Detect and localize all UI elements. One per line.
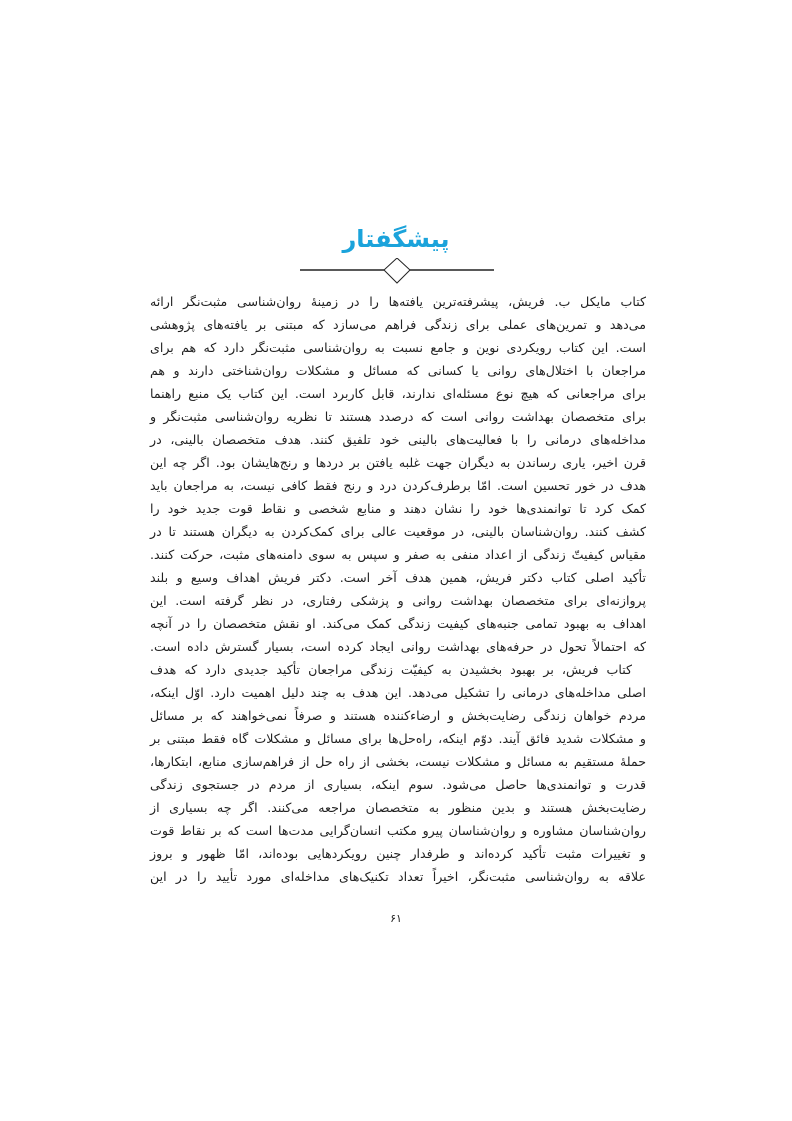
diamond-ornament [384,258,410,283]
text-line: اهداف به بهبود تمامی جنبه‌های کیفیت زندگی کمک می‌کند. او نقش متخصصان را در آنچه [150,616,646,631]
text-line: است. این کتاب رویکردی نوین و جامع نسبت به روان‌شناسی مثبت‌نگر دارد که هم برای [150,340,646,355]
text-line: قرن اخیر، یاری رساندن به دیگران جهت غلبه یافتن بر دردها و رنج‌هایشان بود. اگر چه این [150,455,646,470]
text-line: و تغییرات مثبت تأکید کرده‌اند و طرفدار چنین رویکردهایی بوده‌اند، امّا ظهور و بروز [150,846,646,861]
text-line: مقیاس کیفیتّ زندگی از اعداد منفی به صفر و سپس به سوی دامنه‌های مثبت، حرکت کنند. [150,547,646,562]
text-line: تأکید اصلی کتاب دکتر فریش، همین هدف آخر است. دکتر فریش اهداف وسیع و بلند [150,570,646,585]
text-line: برای مراجعانی که هیچ نوع مسئله‌ای ندارند، قابل کاربرد است. این کتاب یک منبع راهنما [150,386,646,401]
text-line: اصلی مداخله‌های درمانی را تشکیل می‌دهد. این هدف به چند دلیل اهمیت دارد. اوّل اینکه، [150,685,646,700]
text-line: می‌دهد و تمرین‌های عملی برای زندگی فراهم می‌سازد که مبتنی بر یافته‌های پژوهشی [150,317,646,332]
chapter-title: پیشگفتار [342,225,450,253]
text-line: رضایت‌بخش هستند و بدین منظور به متخصصان مراجعه می‌کنند. اگر چه بسیاری از [150,800,646,815]
text-line: کتاب فریش، بر بهبود بخشیدن به کیفیّت زندگی مراجعان تأکید جدیدی دارد که هدف [150,662,632,677]
text-line: علاقه به روان‌شناسی مثبت‌نگر، اخیراً تعداد تکنیک‌های مداخله‌ای مورد تأیید را در این [150,869,646,884]
text-line: حملهٔ مستقیم به مسائل و مشکلات نیست، بخشی از راه حل از فراهم‌سازی منابع، ابتکارها، [150,754,646,769]
page-number: ۶۱ [390,912,402,925]
text-line: روان‌شناسان مشاوره و روان‌شناسان پیرو مکتب انسان‌گرایی مدت‌ها است که بر نقاط قوت [150,823,646,838]
text-line: کتاب مایکل ب. فریش، پیشرفته‌ترین یافته‌ها را در زمینهٔ روان‌شناسی مثبت‌نگر ارائه [150,294,646,309]
text-line: مردم خواهان زندگی رضایت‌بخش و ارضاءکننده هستند و صرفاً نمی‌خواهند که بر مسائل [150,708,646,723]
text-line: هدف در خور تحسین است. امّا برطرف‌کردن درد و رنج فقط کافی نیست، به مراجعان باید [150,478,646,493]
body-text [150,290,646,888]
text-line: کمک کرد تا توانمندی‌ها خود را نشان دهند و منابع شخصی و نقاط قوت جدید خود را [150,501,646,516]
text-line: کشف کنند. روان‌شناسان بالینی، در موقعیت عالی برای کمک‌کردن به دیگران هستند تا در [150,524,646,539]
text-line: پروازنه‌ای برای متخصصان بهداشت روانی و پزشکی رفتاری، در نظر گرفته است. این [150,593,646,608]
text-line: برای متخصصان بهداشت روانی است که درصدد هستند تا نظریه روان‌شناسی مثبت‌نگر و [150,409,646,424]
text-line: مراجعان با اختلال‌های روانی یا کسانی که مسائل و مشکلات روان‌شناختی دارند و هم [150,363,646,378]
text-line: قدرت و توانمندی‌ها حاصل می‌شود. سوم اینکه، بسیاری از مردم در جستجوی زندگی [150,777,646,792]
ornamental-divider [300,258,494,284]
text-line: و مشکلات شدید فائق آیند. دوّم اینکه، راه‌حل‌ها برای مسائل و مشکلات گاه فقط مبتنی بر [150,731,646,746]
text-line: که احتمالاً تحول در حرفه‌های بهداشت روانی ایجاد کرده است، بسیار گسترش داده است. [150,639,646,654]
text-line: مداخله‌های درمانی را با فعالیت‌های بالینی خود تلفیق کنند. هدف متخصصان بالینی، در [150,432,646,447]
